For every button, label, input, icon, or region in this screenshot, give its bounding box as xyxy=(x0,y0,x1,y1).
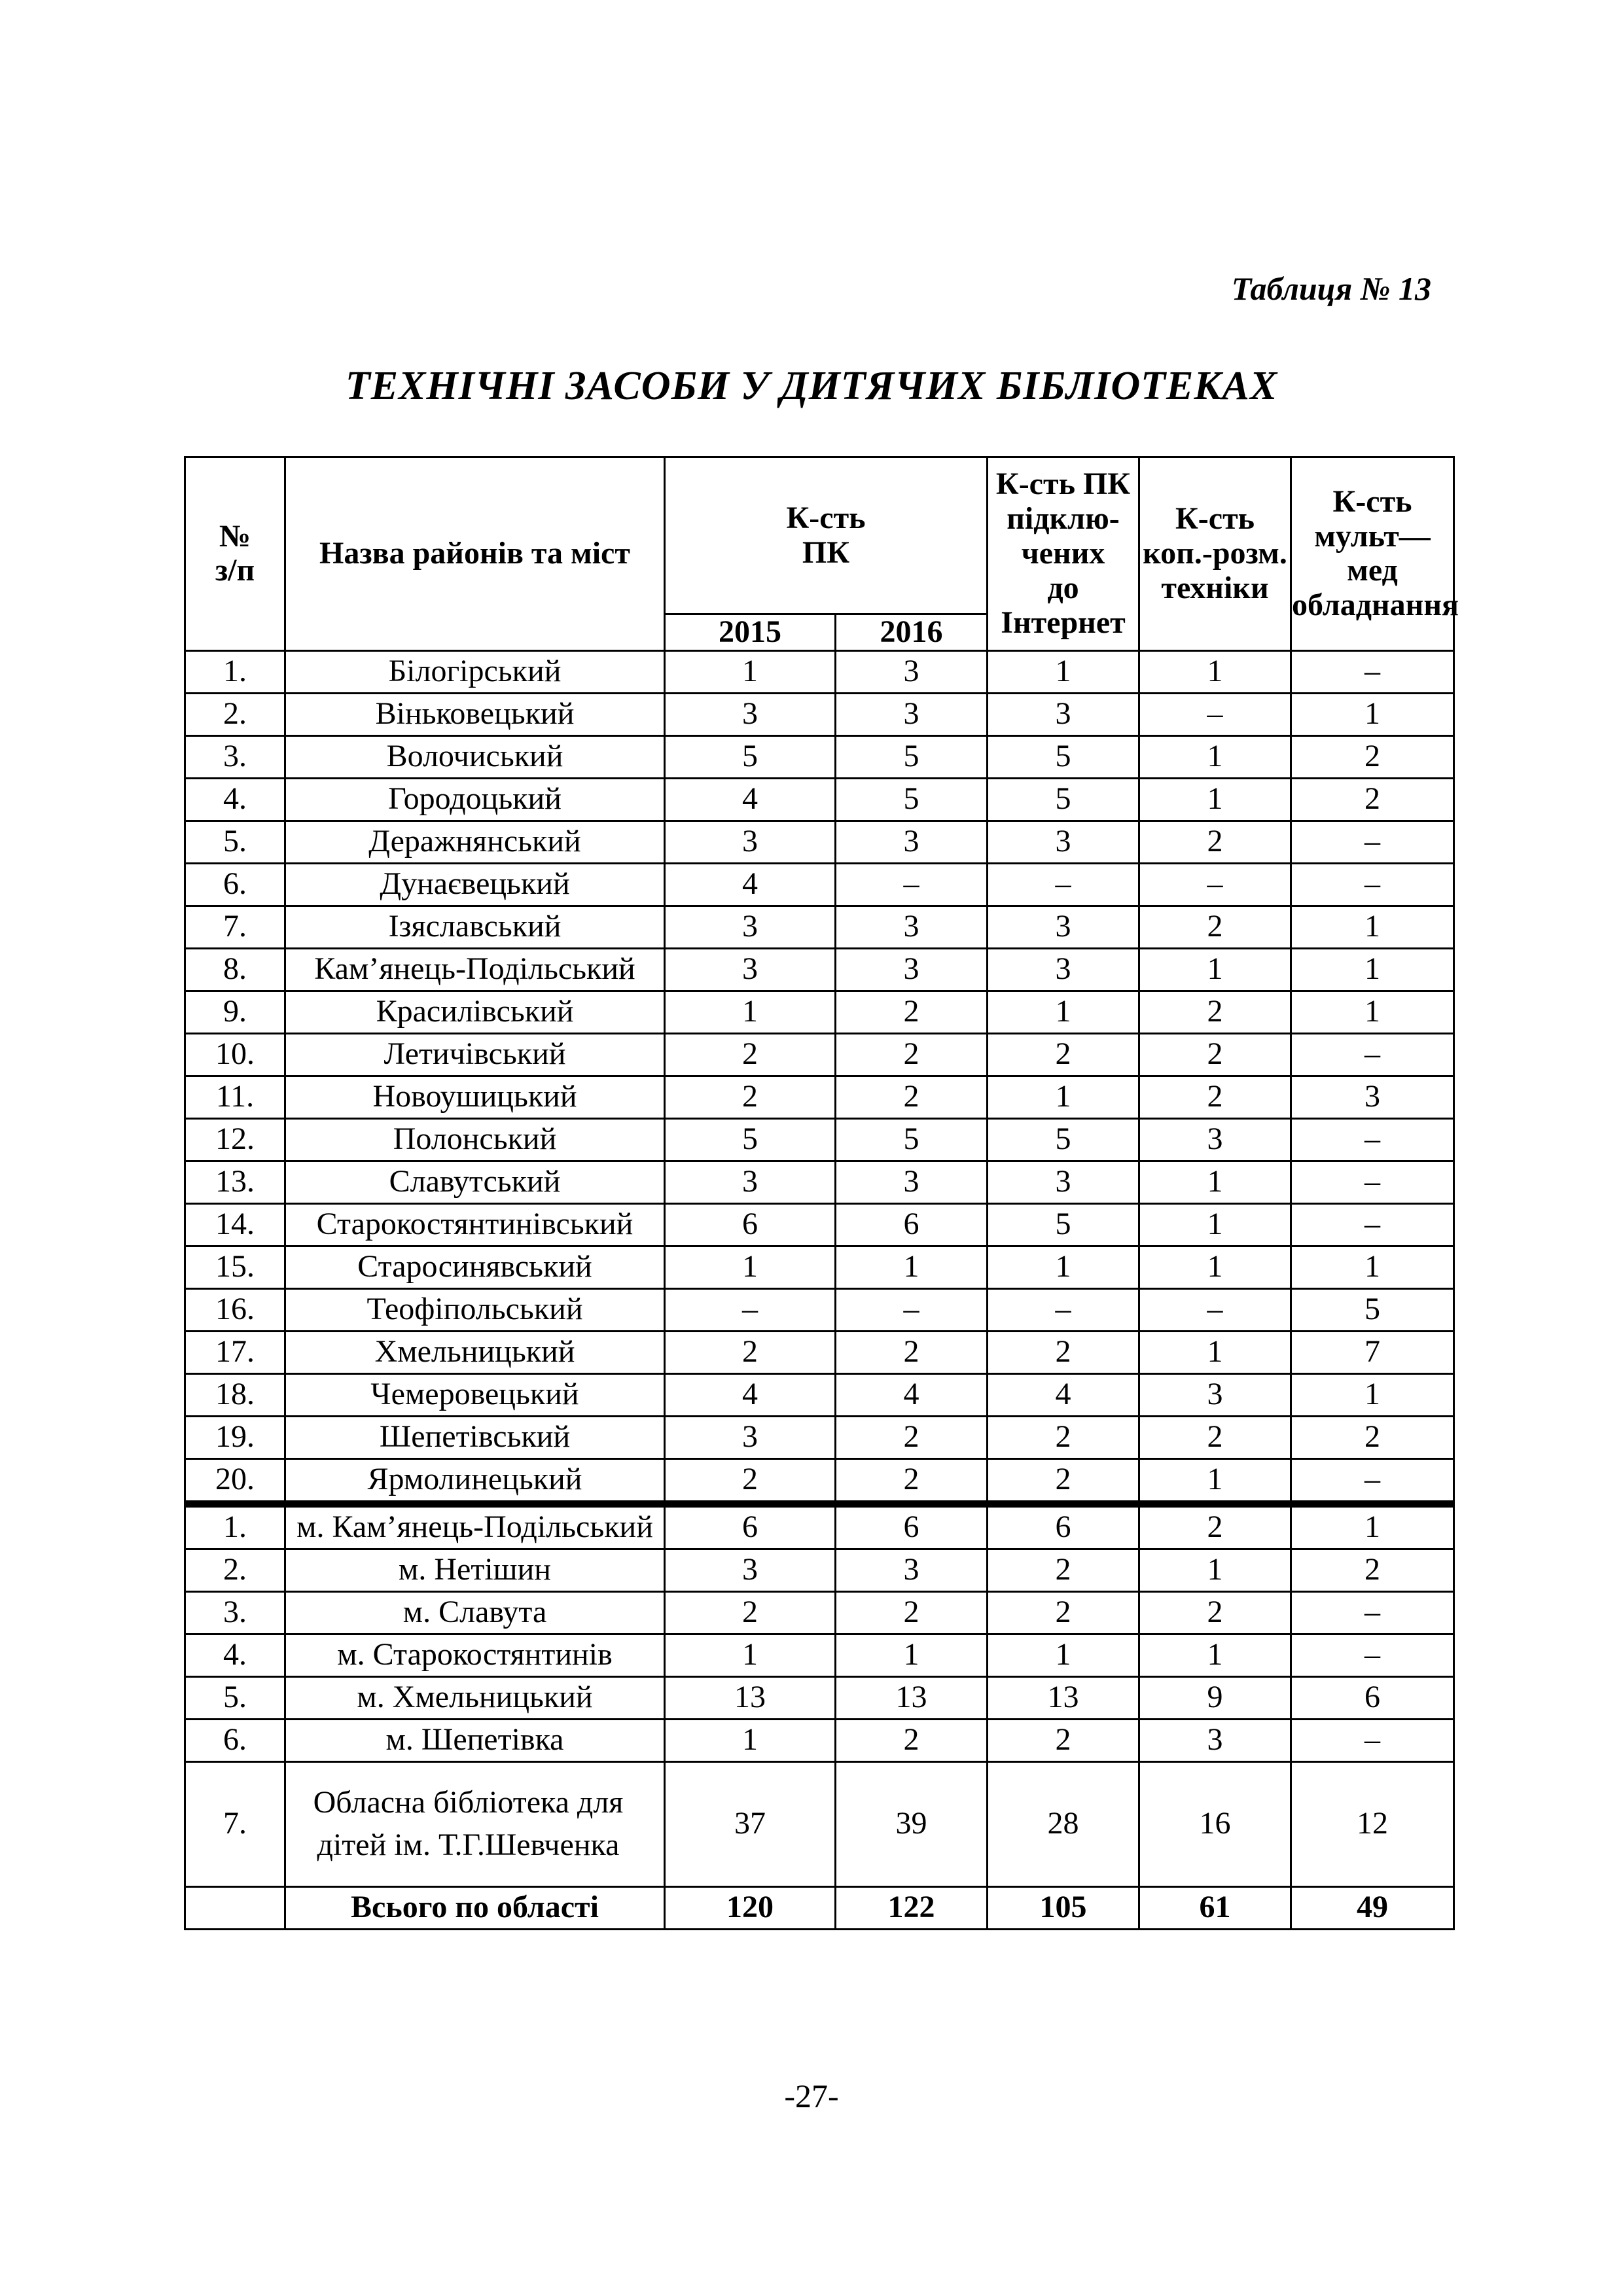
cell-multi: – xyxy=(1291,1719,1454,1761)
cell-name: м. Хмельницький xyxy=(285,1676,665,1719)
cell-num: 9. xyxy=(185,991,285,1033)
cell-copy: 16 xyxy=(1139,1761,1291,1886)
cell-internet: 1 xyxy=(988,1076,1139,1118)
cell-pc2015: 13 xyxy=(665,1676,836,1719)
cell-pc2016: 2 xyxy=(836,1076,988,1118)
cell-num: 1. xyxy=(185,1504,285,1549)
cell-pc2016: 3 xyxy=(836,906,988,948)
table-row-city xyxy=(185,1676,1454,1719)
table-row-district xyxy=(185,821,1454,863)
cell-pc2015: 6 xyxy=(665,1203,836,1246)
libraries-equipment-table xyxy=(184,456,1459,1930)
cell-internet: 3 xyxy=(988,1161,1139,1203)
cell-name: м. Шепетівка xyxy=(285,1719,665,1761)
cell-multi: 2 xyxy=(1291,778,1454,821)
cell-pc2015: 1 xyxy=(665,1246,836,1288)
cell-num: 19. xyxy=(185,1416,285,1458)
table-row-district xyxy=(185,1203,1454,1246)
cell-name: Шепетівський xyxy=(285,1416,665,1458)
cell-internet: 5 xyxy=(988,735,1139,778)
table-row-total xyxy=(185,1886,1454,1929)
cell-name: Старосинявський xyxy=(285,1246,665,1288)
cell-internet: 2 xyxy=(988,1458,1139,1504)
cell-num: 2. xyxy=(185,693,285,735)
cell-pc2016: 3 xyxy=(836,948,988,991)
cell-multi: 2 xyxy=(1291,1416,1454,1458)
cell-internet: 2 xyxy=(988,1719,1139,1761)
cell-copy: 2 xyxy=(1139,821,1291,863)
cell-copy: 3 xyxy=(1139,1118,1291,1161)
table-row-district xyxy=(185,991,1454,1033)
table-row-district xyxy=(185,863,1454,906)
table-row-district xyxy=(185,1033,1454,1076)
cell-copy: 1 xyxy=(1139,735,1291,778)
cell-multi: 3 xyxy=(1291,1076,1454,1118)
cell-internet: 3 xyxy=(988,948,1139,991)
table-row-district xyxy=(185,1246,1454,1288)
cell-name: Теофіпольський xyxy=(285,1288,665,1331)
cell-num: 5. xyxy=(185,1676,285,1719)
table-row-district xyxy=(185,1118,1454,1161)
cell-multi: – xyxy=(1291,1033,1454,1076)
cell-copy: – xyxy=(1139,863,1291,906)
header-copy-equipment: К-сть коп.-розм. техніки xyxy=(1139,457,1291,651)
cell-internet: 2 xyxy=(988,1416,1139,1458)
cell-pc2015: 2 xyxy=(665,1591,836,1634)
cell-pc2016: 3 xyxy=(836,1161,988,1203)
cell-copy: 1 xyxy=(1139,1161,1291,1203)
table-row-district xyxy=(185,906,1454,948)
cell-multi: 7 xyxy=(1291,1331,1454,1373)
cell-copy: 9 xyxy=(1139,1676,1291,1719)
cell-copy: 2 xyxy=(1139,906,1291,948)
cell-pc2015: 3 xyxy=(665,1416,836,1458)
cell-name: Старокостянтинівський xyxy=(285,1203,665,1246)
cell-num: 8. xyxy=(185,948,285,991)
cell-num: 12. xyxy=(185,1118,285,1161)
cell-pc2016: 3 xyxy=(836,821,988,863)
cell-name: Хмельницький xyxy=(285,1331,665,1373)
cell-pc2016: 5 xyxy=(836,778,988,821)
cell-multi: – xyxy=(1291,863,1454,906)
cell-pc2015: 1 xyxy=(665,650,836,693)
cell-internet: 28 xyxy=(988,1761,1139,1886)
cell-pc2016: 2 xyxy=(836,991,988,1033)
cell-pc2016: 4 xyxy=(836,1373,988,1416)
cell-pc2015: 2 xyxy=(665,1331,836,1373)
cell-multi: – xyxy=(1291,821,1454,863)
cell-multi: – xyxy=(1291,1203,1454,1246)
table-row-oblast-library xyxy=(185,1761,1454,1886)
header-row xyxy=(185,457,1454,614)
table-row-district xyxy=(185,1161,1454,1203)
cell-name: Дунаєвецький xyxy=(285,863,665,906)
cell-pc2015: 3 xyxy=(665,906,836,948)
cell-multi: 2 xyxy=(1291,1549,1454,1591)
cell-internet: 3 xyxy=(988,693,1139,735)
cell-copy: – xyxy=(1139,1288,1291,1331)
cell-multi: 1 xyxy=(1291,693,1454,735)
cell-copy: 3 xyxy=(1139,1719,1291,1761)
cell-num: 20. xyxy=(185,1458,285,1504)
cell-multi: 1 xyxy=(1291,1504,1454,1549)
cell-multi: 1 xyxy=(1291,906,1454,948)
cell-internet: 3 xyxy=(988,906,1139,948)
cell-pc2016: 3 xyxy=(836,650,988,693)
cell-pc2015: 2 xyxy=(665,1033,836,1076)
cell-pc2016: 6 xyxy=(836,1203,988,1246)
cell-pc2015: 37 xyxy=(665,1761,836,1886)
cell-pc2015: 3 xyxy=(665,693,836,735)
table-row-city xyxy=(185,1504,1454,1549)
cell-num: 7. xyxy=(185,906,285,948)
cell-copy: 61 xyxy=(1139,1886,1291,1929)
cell-num: 18. xyxy=(185,1373,285,1416)
cell-num: 4. xyxy=(185,1634,285,1676)
cell-internet: 1 xyxy=(988,650,1139,693)
cell-name: м. Старокостянтинів xyxy=(285,1634,665,1676)
cell-copy: 2 xyxy=(1139,991,1291,1033)
cell-internet: 1 xyxy=(988,1246,1139,1288)
cell-num xyxy=(185,1886,285,1929)
cell-name: Полонський xyxy=(285,1118,665,1161)
table-row-city xyxy=(185,1549,1454,1591)
table-row-district xyxy=(185,735,1454,778)
cell-internet: 105 xyxy=(988,1886,1139,1929)
cell-pc2016: – xyxy=(836,863,988,906)
table-row-district xyxy=(185,1076,1454,1118)
cell-pc2016: 1 xyxy=(836,1634,988,1676)
cell-internet: 4 xyxy=(988,1373,1139,1416)
table-row-city xyxy=(185,1591,1454,1634)
cell-num: 3. xyxy=(185,1591,285,1634)
cell-pc2015: 4 xyxy=(665,863,836,906)
cell-internet: 6 xyxy=(988,1504,1139,1549)
cell-copy: 1 xyxy=(1139,1331,1291,1373)
cell-internet: 2 xyxy=(988,1033,1139,1076)
cell-pc2016: 2 xyxy=(836,1719,988,1761)
cell-pc2015: 2 xyxy=(665,1458,836,1504)
cell-internet: – xyxy=(988,1288,1139,1331)
table-row-city xyxy=(185,1634,1454,1676)
cell-pc2015: 120 xyxy=(665,1886,836,1929)
cell-pc2015: 4 xyxy=(665,778,836,821)
cell-copy: 3 xyxy=(1139,1373,1291,1416)
cell-pc2015: 6 xyxy=(665,1504,836,1549)
cell-name: Ізяславський xyxy=(285,906,665,948)
cell-pc2016: 13 xyxy=(836,1676,988,1719)
cell-name: Обласна бібліотека для дітей ім. Т.Г.Шевченка xyxy=(285,1761,665,1886)
cell-internet: – xyxy=(988,863,1139,906)
cell-name: м. Нетішин xyxy=(285,1549,665,1591)
cell-num: 4. xyxy=(185,778,285,821)
cell-num: 17. xyxy=(185,1331,285,1373)
table-body xyxy=(185,650,1454,1929)
cell-multi: 5 xyxy=(1291,1288,1454,1331)
cell-pc2015: 3 xyxy=(665,1161,836,1203)
table-row-district xyxy=(185,1416,1454,1458)
cell-copy: 1 xyxy=(1139,1246,1291,1288)
table-row-city xyxy=(185,1719,1454,1761)
cell-name: м. Славута xyxy=(285,1591,665,1634)
cell-name: Волочиський xyxy=(285,735,665,778)
cell-name: м. Кам’янець-Подільський xyxy=(285,1504,665,1549)
header-name: Назва районів та міст xyxy=(285,457,665,651)
cell-pc2016: 1 xyxy=(836,1246,988,1288)
cell-pc2015: – xyxy=(665,1288,836,1331)
cell-multi: 1 xyxy=(1291,991,1454,1033)
header-internet: К-сть ПК підклю- чених до Інтернет xyxy=(988,457,1139,651)
cell-num: 6. xyxy=(185,863,285,906)
cell-multi: 6 xyxy=(1291,1676,1454,1719)
cell-copy: – xyxy=(1139,693,1291,735)
cell-name: Красилівський xyxy=(285,991,665,1033)
cell-pc2016: 39 xyxy=(836,1761,988,1886)
cell-pc2015: 1 xyxy=(665,1719,836,1761)
cell-pc2015: 4 xyxy=(665,1373,836,1416)
cell-multi: 1 xyxy=(1291,948,1454,991)
cell-pc2016: – xyxy=(836,1288,988,1331)
table-row-district xyxy=(185,1288,1454,1331)
cell-multi: – xyxy=(1291,1634,1454,1676)
cell-pc2016: 122 xyxy=(836,1886,988,1929)
cell-copy: 1 xyxy=(1139,1634,1291,1676)
cell-name: Новоушицький xyxy=(285,1076,665,1118)
header-pc-count: К-сть ПК xyxy=(665,457,988,614)
cell-copy: 2 xyxy=(1139,1416,1291,1458)
table-row-district xyxy=(185,1373,1454,1416)
table-caption: Таблиця № 13 xyxy=(1231,270,1431,307)
cell-pc2016: 5 xyxy=(836,735,988,778)
cell-name: Чемеровецький xyxy=(285,1373,665,1416)
cell-multi: 2 xyxy=(1291,735,1454,778)
cell-multi: 49 xyxy=(1291,1886,1454,1929)
cell-name: Летичівський xyxy=(285,1033,665,1076)
cell-num: 16. xyxy=(185,1288,285,1331)
cell-pc2015: 5 xyxy=(665,1118,836,1161)
cell-internet: 2 xyxy=(988,1591,1139,1634)
cell-multi: – xyxy=(1291,1161,1454,1203)
cell-num: 14. xyxy=(185,1203,285,1246)
cell-copy: 1 xyxy=(1139,948,1291,991)
cell-multi: – xyxy=(1291,1458,1454,1504)
cell-pc2016: 5 xyxy=(836,1118,988,1161)
cell-copy: 1 xyxy=(1139,778,1291,821)
cell-internet: 5 xyxy=(988,1118,1139,1161)
cell-copy: 2 xyxy=(1139,1033,1291,1076)
cell-copy: 1 xyxy=(1139,1203,1291,1246)
table-row-district xyxy=(185,693,1454,735)
cell-copy: 1 xyxy=(1139,1458,1291,1504)
cell-name: Славутський xyxy=(285,1161,665,1203)
cell-pc2015: 3 xyxy=(665,948,836,991)
cell-internet: 1 xyxy=(988,1634,1139,1676)
cell-pc2015: 2 xyxy=(665,1076,836,1118)
header-year-2015: 2015 xyxy=(665,614,836,651)
cell-num: 10. xyxy=(185,1033,285,1076)
cell-pc2015: 3 xyxy=(665,1549,836,1591)
table-row-district xyxy=(185,650,1454,693)
cell-multi: – xyxy=(1291,1591,1454,1634)
cell-pc2016: 2 xyxy=(836,1033,988,1076)
cell-num: 7. xyxy=(185,1761,285,1886)
cell-internet: 13 xyxy=(988,1676,1139,1719)
cell-internet: 5 xyxy=(988,778,1139,821)
cell-multi: – xyxy=(1291,650,1454,693)
cell-internet: 2 xyxy=(988,1549,1139,1591)
cell-pc2015: 3 xyxy=(665,821,836,863)
cell-name: Віньковецький xyxy=(285,693,665,735)
cell-name: Ярмолинецький xyxy=(285,1458,665,1504)
cell-num: 2. xyxy=(185,1549,285,1591)
cell-internet: 2 xyxy=(988,1331,1139,1373)
cell-num: 3. xyxy=(185,735,285,778)
cell-pc2015: 1 xyxy=(665,1634,836,1676)
header-number: № з/п xyxy=(185,457,285,651)
cell-multi: – xyxy=(1291,1118,1454,1161)
cell-multi: 12 xyxy=(1291,1761,1454,1886)
table-row-district xyxy=(185,948,1454,991)
cell-multi: 1 xyxy=(1291,1373,1454,1416)
cell-name: Всього по області xyxy=(285,1886,665,1929)
cell-name: Деражнянський xyxy=(285,821,665,863)
cell-pc2016: 3 xyxy=(836,693,988,735)
cell-name: Городоцький xyxy=(285,778,665,821)
cell-internet: 3 xyxy=(988,821,1139,863)
page-number: -27- xyxy=(784,2077,839,2114)
cell-pc2015: 1 xyxy=(665,991,836,1033)
cell-pc2016: 3 xyxy=(836,1549,988,1591)
page-title: ТЕХНІЧНІ ЗАСОБИ У ДИТЯЧИХ БІБЛІОТЕКАХ xyxy=(345,364,1278,408)
cell-copy: 2 xyxy=(1139,1591,1291,1634)
cell-copy: 2 xyxy=(1139,1076,1291,1118)
cell-num: 6. xyxy=(185,1719,285,1761)
table-row-district xyxy=(185,1458,1454,1504)
cell-internet: 1 xyxy=(988,991,1139,1033)
cell-pc2015: 5 xyxy=(665,735,836,778)
cell-pc2016: 2 xyxy=(836,1416,988,1458)
cell-internet: 5 xyxy=(988,1203,1139,1246)
header-multimedia: К-сть мульт—мед обладнання xyxy=(1291,457,1454,651)
cell-name: Білогірський xyxy=(285,650,665,693)
cell-copy: 1 xyxy=(1139,1549,1291,1591)
cell-num: 1. xyxy=(185,650,285,693)
cell-pc2016: 2 xyxy=(836,1331,988,1373)
cell-pc2016: 2 xyxy=(836,1458,988,1504)
cell-copy: 1 xyxy=(1139,650,1291,693)
cell-name: Кам’янець-Подільський xyxy=(285,948,665,991)
cell-pc2016: 2 xyxy=(836,1591,988,1634)
table-row-district xyxy=(185,1331,1454,1373)
header-year-2016: 2016 xyxy=(836,614,988,651)
cell-num: 11. xyxy=(185,1076,285,1118)
table-row-district xyxy=(185,778,1454,821)
cell-num: 13. xyxy=(185,1161,285,1203)
cell-num: 5. xyxy=(185,821,285,863)
cell-copy: 2 xyxy=(1139,1504,1291,1549)
cell-pc2016: 6 xyxy=(836,1504,988,1549)
cell-num: 15. xyxy=(185,1246,285,1288)
cell-multi: 1 xyxy=(1291,1246,1454,1288)
